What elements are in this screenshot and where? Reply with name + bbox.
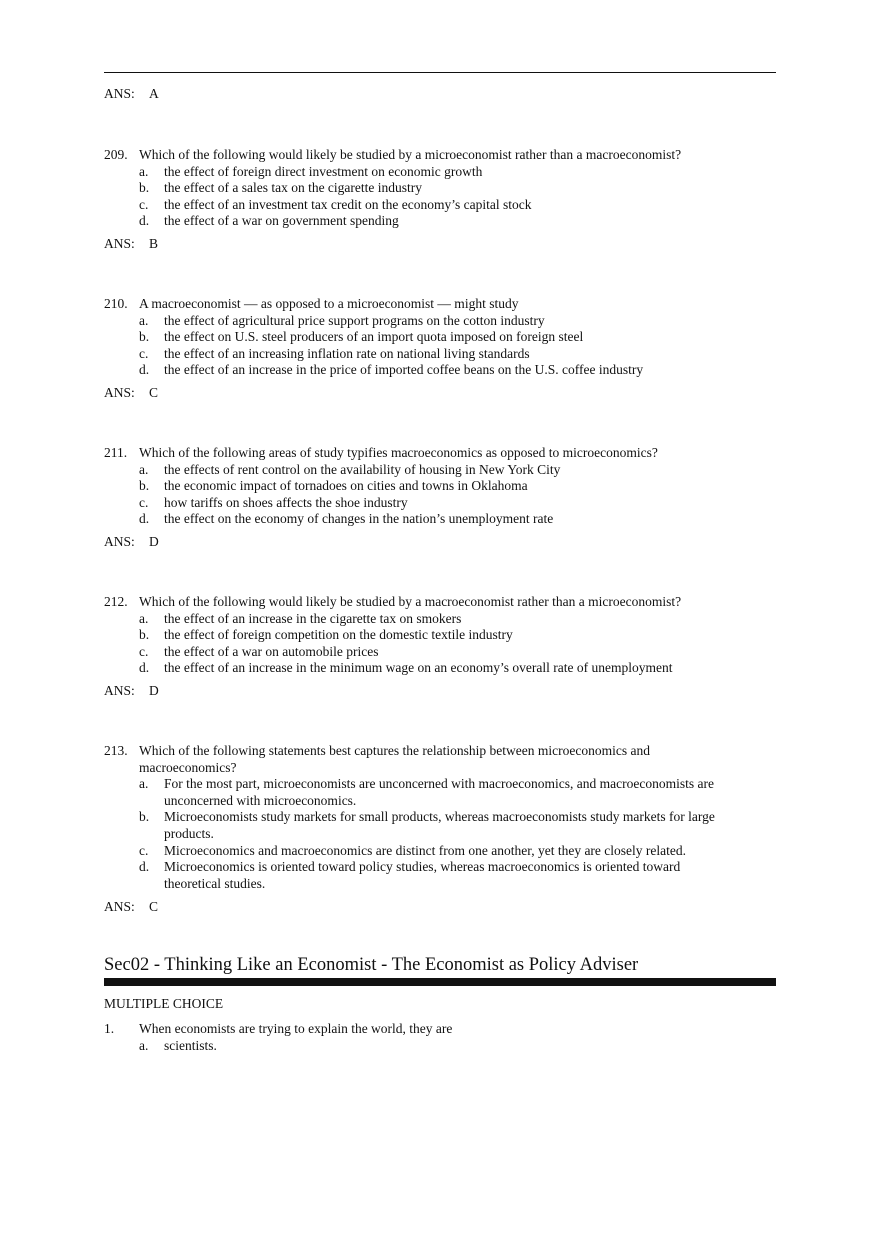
option-text: For the most part, microeconomists are unconcerned with macroeconomics, and macroeconomists are unconcerned with microeconomics. xyxy=(164,776,714,808)
option-d xyxy=(104,213,776,230)
answer-value: C xyxy=(149,899,159,914)
question-1 xyxy=(104,1021,776,1054)
option-text: the effect of an increase in the price of imported coffee beans on the U.S. coffee industry xyxy=(164,362,644,378)
option-text: Microeconomics and macroeconomics are distinct from one another, yet they are closely related. xyxy=(164,842,687,858)
option-letter: a. xyxy=(139,312,149,328)
option-letter: d. xyxy=(139,362,150,378)
question-number: 213. xyxy=(104,743,128,758)
option-text: the effect of agricultural price support programs on the cotton industry xyxy=(164,312,545,328)
answer-line xyxy=(104,385,158,402)
question-stem: Which of the following would likely be studied by a macroeconomist rather than a microeconomist? xyxy=(139,594,682,609)
option-text: the effect of foreign competition on the domestic textile industry xyxy=(164,627,513,643)
answer-label: ANS: xyxy=(104,899,135,914)
option-text: the effect of foreign direct investment on economic growth xyxy=(164,163,483,179)
answer-line xyxy=(104,86,159,103)
question-stem: Which of the following statements best captures the relationship between microeconomics and macroeconomics? xyxy=(139,743,650,775)
answer-value: C xyxy=(149,385,159,400)
question-number: 210. xyxy=(104,296,128,311)
option-text: the effect of a sales tax on the cigarette industry xyxy=(164,180,423,196)
option-c xyxy=(104,843,776,860)
option-letter: a. xyxy=(139,1037,149,1053)
option-text: how tariffs on shoes affects the shoe industry xyxy=(164,494,408,510)
answer-label: ANS: xyxy=(104,385,135,400)
option-text: Microeconomics is oriented toward policy studies, whereas macroeconomics is oriented toward theoretical studies. xyxy=(164,859,681,891)
option-text: the effect of a war on automobile prices xyxy=(164,643,379,659)
answer-value: D xyxy=(149,534,159,549)
option-letter: c. xyxy=(139,842,149,858)
top-rule xyxy=(104,72,776,73)
answer-line xyxy=(104,236,158,253)
option-c xyxy=(104,495,776,512)
option-letter: c. xyxy=(139,494,149,510)
question-stem: Which of the following would likely be studied by a microeconomist rather than a macroeconomist? xyxy=(139,147,682,162)
option-c xyxy=(104,644,776,661)
option-text: scientists. xyxy=(164,1037,217,1053)
option-a xyxy=(104,1038,776,1055)
option-d xyxy=(104,362,776,379)
section-title: Sec02 - Thinking Like an Economist - The Economist as Policy Adviser xyxy=(104,955,639,975)
answer-line xyxy=(104,534,159,551)
option-letter: c. xyxy=(139,643,149,659)
question-stem: Which of the following areas of study typifies macroeconomics as opposed to microeconomics? xyxy=(139,445,658,460)
option-letter: c. xyxy=(139,196,149,212)
option-letter: d. xyxy=(139,660,150,676)
question-number: 209. xyxy=(104,147,128,162)
option-text: the economic impact of tornadoes on cities and towns in Oklahoma xyxy=(164,478,528,494)
option-letter: c. xyxy=(139,345,149,361)
answer-label: ANS: xyxy=(104,683,135,698)
option-b xyxy=(104,180,776,197)
question-stem: When economists are trying to explain the world, they are xyxy=(139,1021,453,1036)
question-number: 212. xyxy=(104,594,128,609)
option-text: the effect of an increase in the cigarette tax on smokers xyxy=(164,610,462,626)
answer-line xyxy=(104,899,158,916)
option-a xyxy=(104,313,776,330)
option-d xyxy=(104,660,776,677)
answer-value: B xyxy=(149,236,159,251)
question-211 xyxy=(104,445,776,528)
answer-label: ANS: xyxy=(104,534,135,549)
option-text: the effect of an increase in the minimum wage on an economy’s overall rate of unemployment xyxy=(164,660,673,676)
option-b xyxy=(104,809,776,842)
option-a xyxy=(104,776,776,809)
question-209 xyxy=(104,147,776,230)
question-stem: A macroeconomist — as opposed to a microeconomist — might study xyxy=(139,296,519,311)
option-text: the effects of rent control on the availability of housing in New York City xyxy=(164,461,561,477)
option-b xyxy=(104,478,776,495)
option-c xyxy=(104,197,776,214)
option-letter: a. xyxy=(139,163,149,179)
option-a xyxy=(104,611,776,628)
option-letter: a. xyxy=(139,461,149,477)
option-letter: a. xyxy=(139,610,149,626)
option-a xyxy=(104,462,776,479)
answer-value: D xyxy=(149,683,159,698)
option-a xyxy=(104,164,776,181)
answer-label: ANS: xyxy=(104,236,135,251)
option-b xyxy=(104,329,776,346)
question-number: 1. xyxy=(104,1021,115,1036)
option-letter: b. xyxy=(139,478,150,494)
question-212 xyxy=(104,594,776,677)
question-210 xyxy=(104,296,776,379)
option-c xyxy=(104,346,776,363)
option-b xyxy=(104,627,776,644)
option-letter: b. xyxy=(139,627,150,643)
option-letter: b. xyxy=(139,809,150,825)
question-213 xyxy=(104,743,776,892)
option-letter: d. xyxy=(139,213,150,229)
option-d xyxy=(104,859,776,892)
option-text: the effect on U.S. steel producers of an import quota imposed on foreign steel xyxy=(164,329,584,345)
option-text: the effect of an investment tax credit on the economy’s capital stock xyxy=(164,196,532,212)
question-number: 211. xyxy=(104,445,128,460)
option-letter: d. xyxy=(139,859,150,875)
option-letter: a. xyxy=(139,776,149,792)
section-rule xyxy=(104,978,776,986)
multiple-choice-heading: MULTIPLE CHOICE xyxy=(104,996,224,1011)
option-text: the effect of a war on government spending xyxy=(164,213,399,229)
option-letter: d. xyxy=(139,511,150,527)
option-letter: b. xyxy=(139,329,150,345)
answer-label: ANS: xyxy=(104,86,135,101)
option-text: Microeconomists study markets for small products, whereas macroeconomists study markets for large products. xyxy=(164,809,715,841)
answer-value: A xyxy=(149,86,159,101)
option-d xyxy=(104,511,776,528)
option-text: the effect on the economy of changes in the nation’s unemployment rate xyxy=(164,511,554,527)
option-text: the effect of an increasing inflation rate on national living standards xyxy=(164,345,530,361)
option-letter: b. xyxy=(139,180,150,196)
answer-line xyxy=(104,683,159,700)
